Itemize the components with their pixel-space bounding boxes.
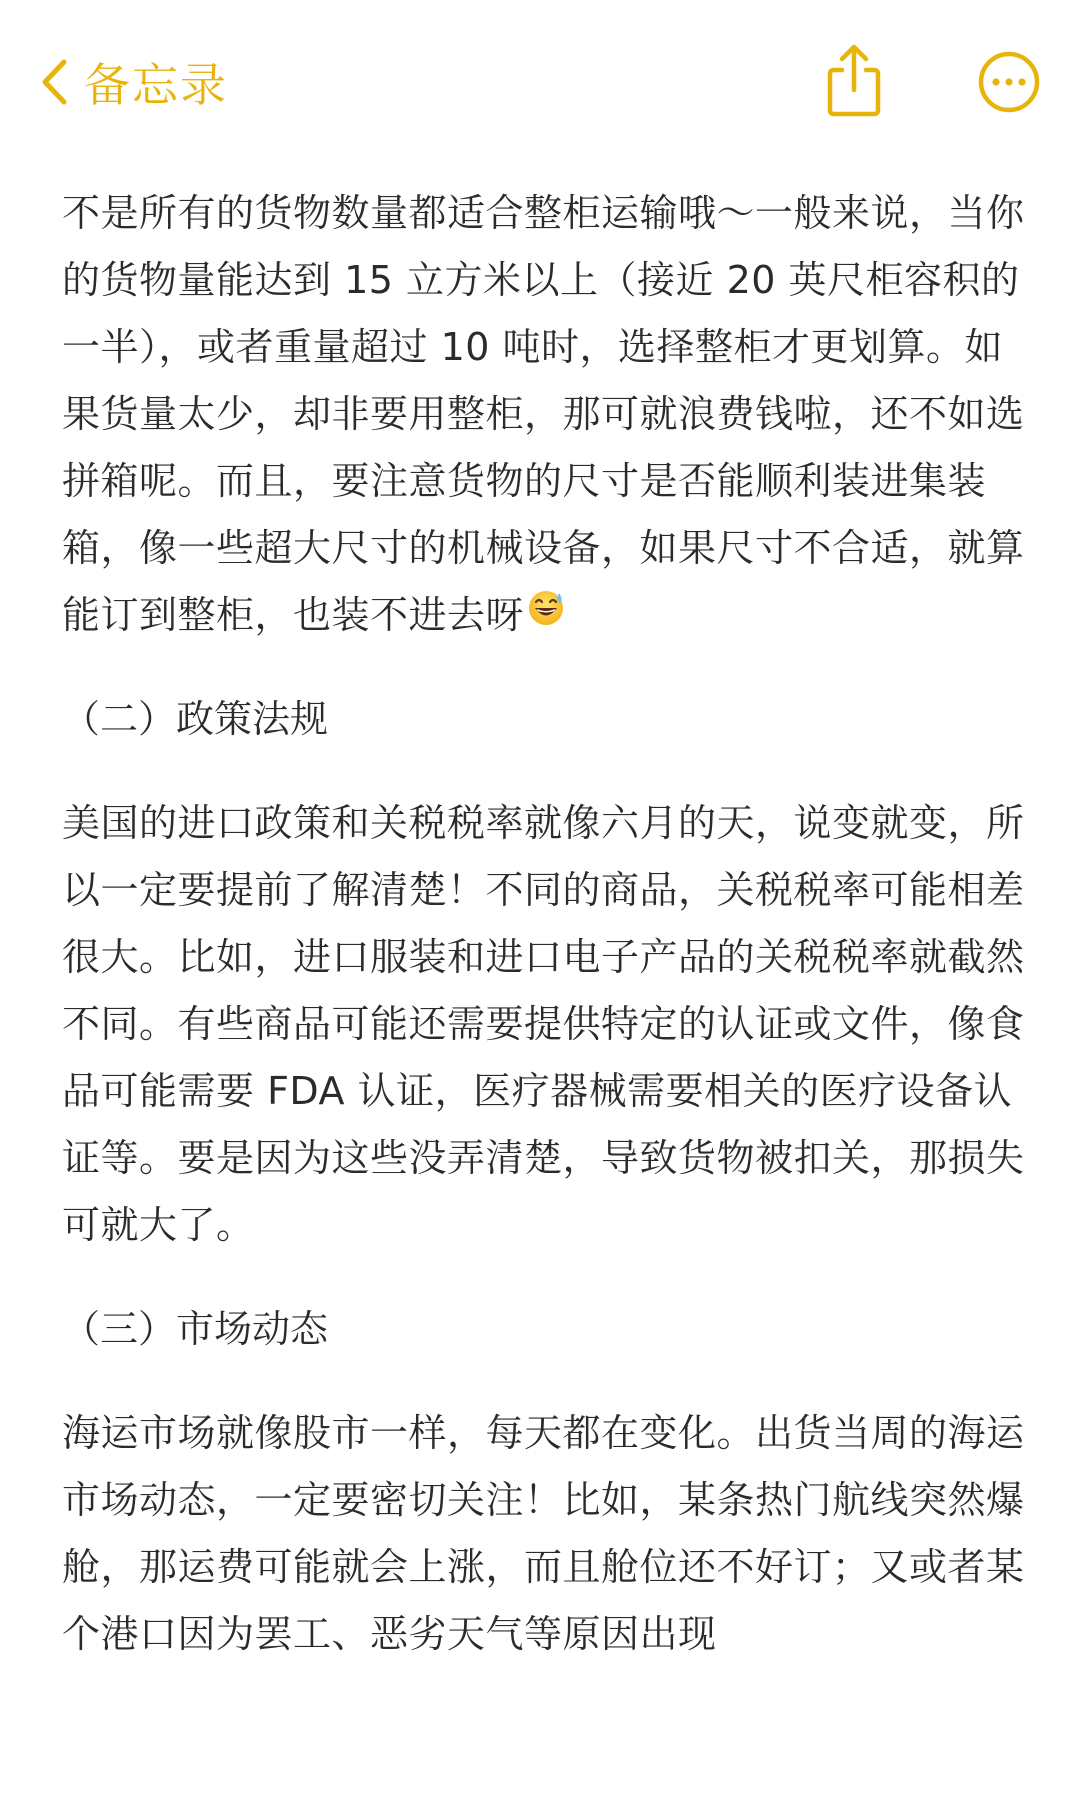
note-paragraph: 美国的进口政策和关税税率就像六月的天，说变就变，所以一定要提前了解清楚！不同的商品，关税税率可能相差很大。比如，进口服装和进口电子产品的关税税率就截然不同。有些商品可能还需要提供特定的认证或文件，像食品可能需要 FDA 认证，医疗器械需要相关的医疗设备认证等。要是因为这些没弄清楚，导致货物被扣关，那损失可就大了。	[62, 801, 1025, 1247]
section-heading-market: （三）市场动态	[62, 1307, 329, 1351]
back-button-label: 备忘录	[84, 58, 228, 112]
chevron-left-icon	[40, 57, 70, 107]
navigation-bar	[0, 0, 1080, 170]
share-icon	[822, 105, 886, 124]
paragraph-text: 不是所有的货物数量都适合整柜运输哦～一般来说，当你的货物量能达到 15 立方米以上（接近 20 英尺柜容积的一半），或者重量超过 10 吨时，选择整柜才更划算。如果货量太少，却非要用整柜，那可就浪费钱啦，还不如选拼箱呢。而且，要注意货物的尺寸是否能顺利装进集装箱，像一些超大尺寸的机械设备，如果尺寸不合适，就算能订到整柜，也装不进去呀	[62, 191, 1025, 637]
back-button[interactable]	[40, 42, 228, 122]
note-paragraph: 海运市场就像股市一样，每天都在变化。出货当周的海运市场动态，一定要密切关注！比如，某条热门航线突然爆舱，那运费可能就会上涨，而且舱位还不好订；又或者某个港口因为罢工、恶劣天气等原因出现	[62, 1411, 1025, 1656]
grinning-sweat-emoji-icon	[526, 581, 566, 648]
more-icon	[977, 99, 1041, 118]
more-options-button[interactable]	[977, 50, 1041, 114]
note-paragraph	[62, 180, 1026, 649]
note-body[interactable]	[62, 180, 1026, 1668]
section-heading-policy: （二）政策法规	[62, 697, 329, 741]
share-button[interactable]	[822, 40, 886, 120]
